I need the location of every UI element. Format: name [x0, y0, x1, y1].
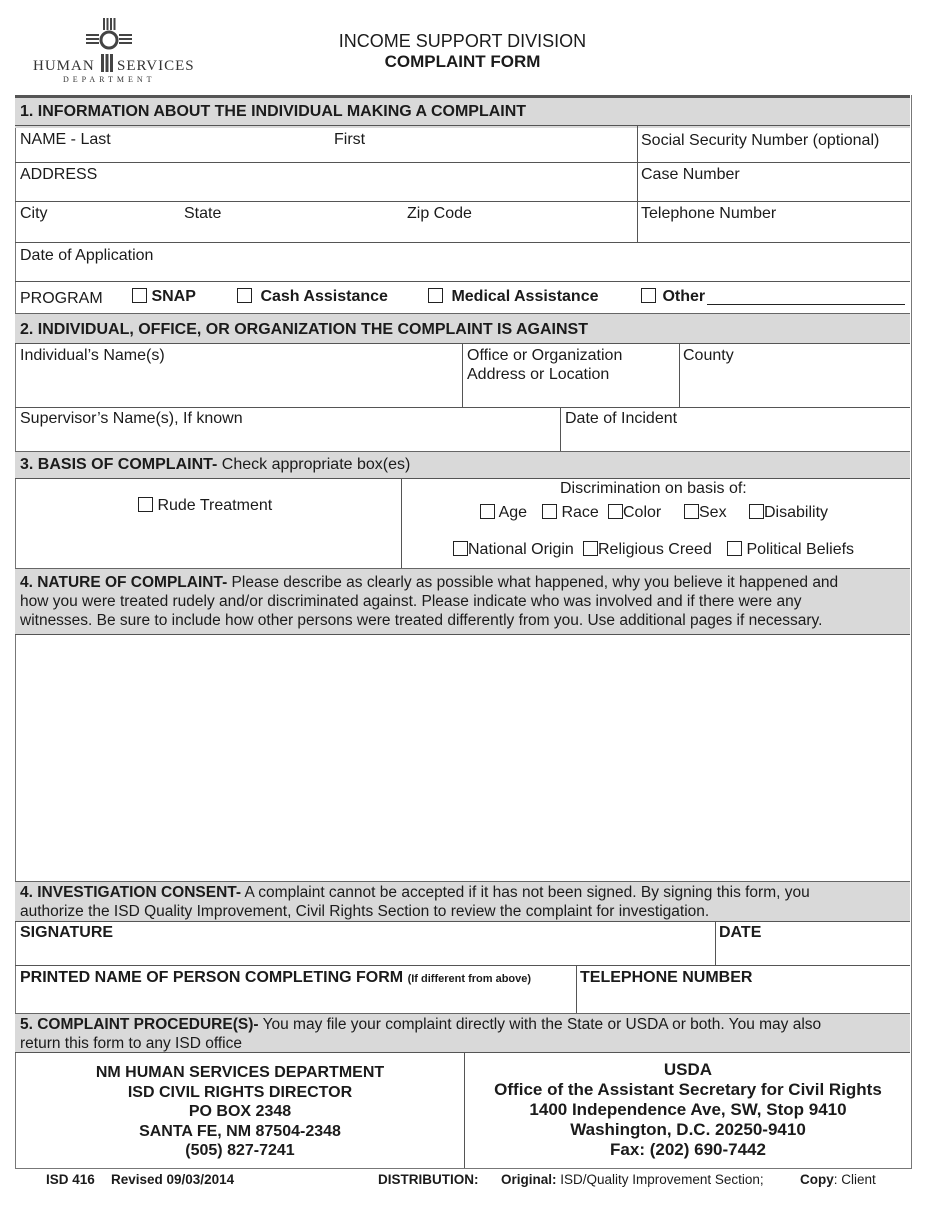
- race-label: Race: [561, 504, 599, 521]
- other-specify-field[interactable]: [707, 288, 905, 305]
- usda-address-block: [466, 1060, 910, 1160]
- telephone-field[interactable]: [638, 222, 908, 241]
- usda-line: 1400 Independence Ave, SW, Stop 9410: [529, 1100, 847, 1119]
- disability-checkbox[interactable]: [749, 504, 764, 519]
- office-label-line1: Office or Organization: [467, 347, 623, 364]
- printed-name-note: (If different from above): [407, 973, 532, 985]
- consent-title: 4. INVESTIGATION CONSENT-: [20, 884, 242, 901]
- section3-instruction: Check appropriate box(es): [217, 456, 411, 473]
- date-label: DATE: [719, 924, 762, 941]
- logo-department-text: DEPARTMENT: [63, 75, 156, 84]
- political-beliefs-checkbox[interactable]: [727, 541, 742, 556]
- nm-line: NM HUMAN SERVICES DEPARTMENT: [95, 1064, 385, 1081]
- section4-text-line1: Please describe as clearly as possible what happened, why you believe it happened and: [227, 574, 839, 591]
- age-checkbox[interactable]: [480, 504, 495, 519]
- national-origin-checkbox[interactable]: [453, 541, 468, 556]
- consent-text-line1: A complaint cannot be accepted if it has not been signed. By signing this form, you: [241, 884, 810, 901]
- discrimination-label: Discrimination on basis of:: [560, 480, 747, 497]
- section5-title: 5. COMPLAINT PROCEDURE(S)-: [20, 1016, 259, 1033]
- printed-name-label: PRINTED NAME OF PERSON COMPLETING FORM: [20, 969, 404, 986]
- religious-creed-label: Religious Creed: [598, 541, 712, 558]
- section1-title: 1. INFORMATION ABOUT THE INDIVIDUAL MAKING A COMPLAINT: [20, 103, 527, 120]
- form-title: COMPLAINT FORM: [384, 52, 541, 71]
- usda-line: USDA: [663, 1060, 713, 1079]
- signature-label: SIGNATURE: [20, 924, 114, 941]
- city-state-zip-field[interactable]: [16, 222, 636, 241]
- case-number-label: Case Number: [641, 166, 740, 183]
- sex-label: Sex: [699, 504, 727, 521]
- cash-assistance-checkbox[interactable]: [237, 288, 252, 303]
- logo: [30, 16, 195, 84]
- snap-label: SNAP: [151, 288, 196, 305]
- individual-name-label: Individual’s Name(s): [20, 347, 165, 364]
- office-label-line2: Address or Location: [467, 366, 610, 383]
- logo-human-text: HUMAN: [33, 58, 95, 74]
- date-of-incident-field[interactable]: [562, 428, 908, 450]
- date-field[interactable]: [717, 942, 908, 964]
- address-field[interactable]: [16, 183, 636, 200]
- section4-title: 4. NATURE OF COMPLAINT-: [20, 574, 228, 591]
- telephone-number-label: TELEPHONE NUMBER: [580, 969, 753, 986]
- original-label: Original:: [501, 1172, 557, 1187]
- name-last-label: NAME - Last: [20, 131, 111, 148]
- state-label: State: [184, 205, 222, 222]
- first-name-label: First: [334, 131, 366, 148]
- division-title: INCOME SUPPORT DIVISION: [338, 31, 587, 51]
- section3-title: 3. BASIS OF COMPLAINT-: [20, 456, 218, 473]
- telephone-label: Telephone Number: [641, 205, 777, 222]
- other-label: Other: [662, 288, 706, 305]
- other-checkbox[interactable]: [641, 288, 656, 303]
- section5-text-line2: return this form to any ISD office: [20, 1035, 242, 1052]
- signature-field[interactable]: [16, 942, 713, 964]
- form-id: ISD 416: [46, 1172, 95, 1187]
- printed-name-field[interactable]: [16, 988, 574, 1012]
- usda-line: Office of the Assistant Secretary for Civil Rights: [494, 1080, 882, 1099]
- program-label: PROGRAM: [20, 290, 103, 307]
- cash-assistance-label: Cash Assistance: [260, 288, 388, 305]
- section2-title: 2. INDIVIDUAL, OFFICE, OR ORGANIZATION THE COMPLAINT IS AGAINST: [20, 321, 588, 338]
- rude-treatment-label: Rude Treatment: [157, 497, 273, 514]
- medical-assistance-checkbox[interactable]: [428, 288, 443, 303]
- ssn-field[interactable]: [638, 150, 908, 162]
- distribution-label: DISTRIBUTION:: [378, 1172, 479, 1187]
- religious-creed-checkbox[interactable]: [583, 541, 598, 556]
- case-number-field[interactable]: [638, 183, 908, 200]
- sex-checkbox[interactable]: [684, 504, 699, 519]
- section4-text-line3: witnesses. Be sure to include how other persons were treated differently from you. Use additional pages if necessary.: [20, 612, 823, 629]
- revised-date: Revised 09/03/2014: [111, 1172, 235, 1187]
- nm-line: (505) 827-7241: [185, 1142, 295, 1159]
- date-of-incident-label: Date of Incident: [565, 410, 678, 427]
- nm-line: ISD CIVIL RIGHTS DIRECTOR: [127, 1083, 353, 1101]
- county-label: County: [683, 347, 734, 364]
- logo-services-text: SERVICES: [117, 58, 195, 74]
- snap-checkbox[interactable]: [132, 288, 147, 303]
- individual-name-field[interactable]: [16, 366, 461, 406]
- copy-label: Copy: [800, 1172, 834, 1187]
- rude-treatment-checkbox[interactable]: [138, 497, 153, 512]
- disability-label: Disability: [764, 504, 829, 521]
- usda-line: Fax: (202) 690-7442: [610, 1140, 766, 1159]
- political-beliefs-label: Political Beliefs: [746, 541, 855, 558]
- zip-label: Zip Code: [407, 205, 472, 222]
- consent-text-line2: authorize the ISD Quality Improvement, Civil Rights Section to review the complaint for investigation.: [20, 903, 710, 920]
- figure-icon: [100, 54, 114, 72]
- zia-sun-icon: [84, 16, 134, 56]
- supervisor-field[interactable]: [16, 428, 559, 450]
- office-address-field[interactable]: [464, 385, 678, 406]
- color-label: Color: [623, 504, 662, 521]
- ssn-label: Social Security Number (optional): [641, 132, 880, 149]
- telephone-number-field[interactable]: [578, 988, 908, 1012]
- age-label: Age: [498, 504, 528, 521]
- section4-text-line2: how you were treated rudely and/or discriminated against. Please indicate who was involved and if there were any: [20, 593, 802, 610]
- county-field[interactable]: [681, 366, 908, 406]
- date-of-application-field[interactable]: [16, 264, 906, 280]
- city-label: City: [20, 205, 48, 222]
- race-checkbox[interactable]: [542, 504, 557, 519]
- color-checkbox[interactable]: [608, 504, 623, 519]
- national-origin-label: National Origin: [468, 541, 574, 558]
- copy-value: : Client: [833, 1172, 876, 1187]
- original-value: ISD/Quality Improvement Section;: [560, 1172, 764, 1187]
- nm-line: SANTA FE, NM 87504-2348: [139, 1122, 341, 1140]
- usda-line: Washington, D.C. 20250-9410: [570, 1120, 806, 1139]
- nm-address-block: [16, 1063, 464, 1161]
- address-label: ADDRESS: [20, 166, 98, 183]
- date-of-application-label: Date of Application: [20, 247, 154, 264]
- complaint-description-area[interactable]: [16, 636, 908, 880]
- name-field[interactable]: [16, 148, 636, 162]
- nm-line: PO BOX 2348: [188, 1103, 292, 1120]
- medical-assistance-label: Medical Assistance: [451, 288, 599, 305]
- supervisor-label: Supervisor’s Name(s), If known: [20, 410, 243, 427]
- section5-text-line1: You may file your complaint directly with the State or USDA or both. You may also: [258, 1016, 822, 1033]
